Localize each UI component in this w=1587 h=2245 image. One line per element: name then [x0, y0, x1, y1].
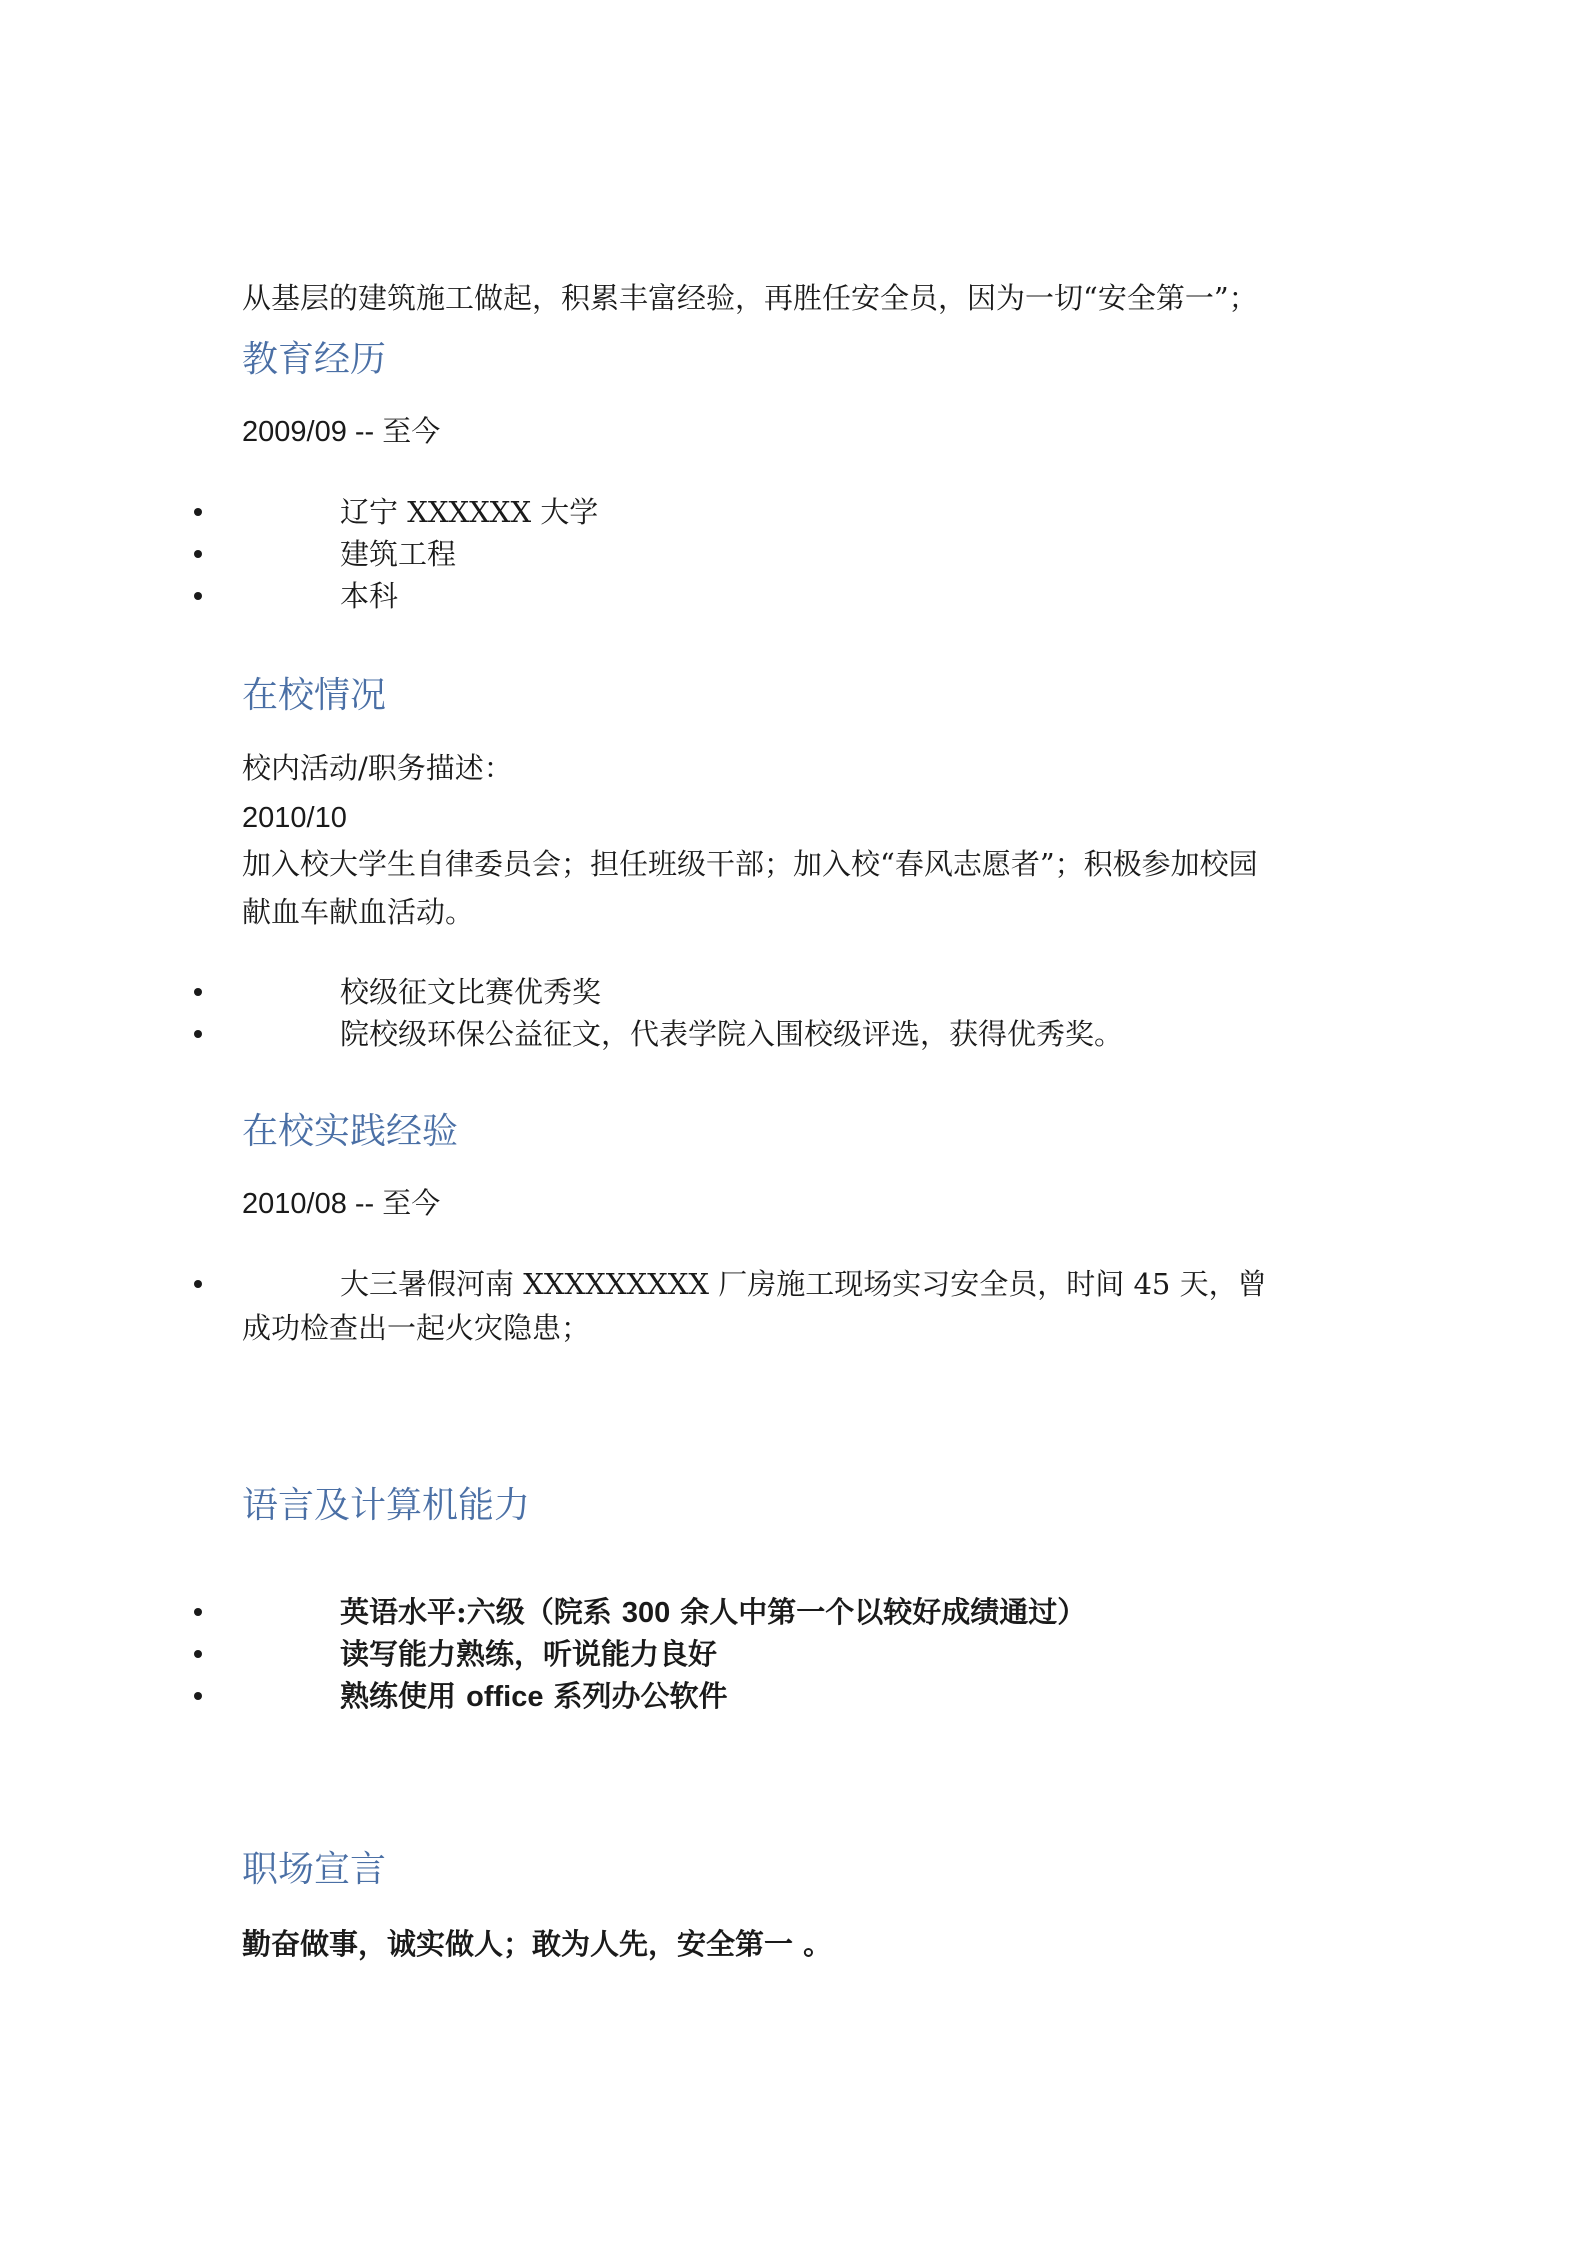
bullet-icon: [194, 1692, 202, 1700]
education-date: 2009/09 -- 至今: [242, 416, 441, 448]
skill-office: 熟练使用 office 系列办公软件: [340, 1679, 728, 1713]
practice-heading: 在校实践经验: [242, 1111, 459, 1152]
education-major: 建筑工程: [340, 537, 457, 571]
campus-desc-line1: 加入校大学生自律委员会；担任班级干部；加入校“春风志愿者”；积极参加校园: [242, 847, 1258, 881]
bullet-icon: [194, 1280, 202, 1288]
bullet-icon: [194, 550, 202, 558]
bullet-icon: [194, 1650, 202, 1658]
bullet-icon: [194, 988, 202, 996]
practice-item-line1: 大三暑假河南 XXXXXXXXX 厂房施工现场实习安全员，时间 45 天，曾: [340, 1267, 1267, 1301]
education-heading: 教育经历: [242, 339, 387, 380]
motto-heading: 职场宣言: [242, 1849, 387, 1890]
intro-text: 从基层的建筑施工做起，积累丰富经验，再胜任安全员，因为一切“安全第一”；: [242, 281, 1258, 315]
bullet-icon: [194, 508, 202, 516]
bullet-icon: [194, 592, 202, 600]
campus-award-text: 院校级环保公益征文，代表学院入围校级评选，获得优秀奖。: [340, 1017, 1124, 1051]
campus-award-text: 校级征文比赛优秀奖: [340, 975, 602, 1009]
education-school: 辽宁 XXXXXX 大学: [340, 495, 599, 529]
skill-english: 英语水平:六级（院系 300 余人中第一个以较好成绩通过）: [340, 1595, 1087, 1629]
skills-heading: 语言及计算机能力: [242, 1485, 531, 1526]
skill-reading: 读写能力熟练，听说能力良好: [340, 1637, 718, 1671]
campus-date: 2010/10: [242, 802, 347, 834]
campus-heading: 在校情况: [242, 675, 387, 716]
education-degree: 本科: [340, 579, 399, 613]
practice-item-line2: 成功检查出一起火灾隐患；: [242, 1311, 591, 1345]
campus-label: 校内活动/职务描述：: [242, 751, 513, 785]
campus-desc-line2: 献血车献血活动。: [242, 895, 475, 929]
practice-date: 2010/08 -- 至今: [242, 1188, 441, 1220]
bullet-icon: [194, 1030, 202, 1038]
bullet-icon: [194, 1608, 202, 1616]
motto-text: 勤奋做事，诚实做人；敢为人先，安全第一 。: [242, 1927, 833, 1961]
